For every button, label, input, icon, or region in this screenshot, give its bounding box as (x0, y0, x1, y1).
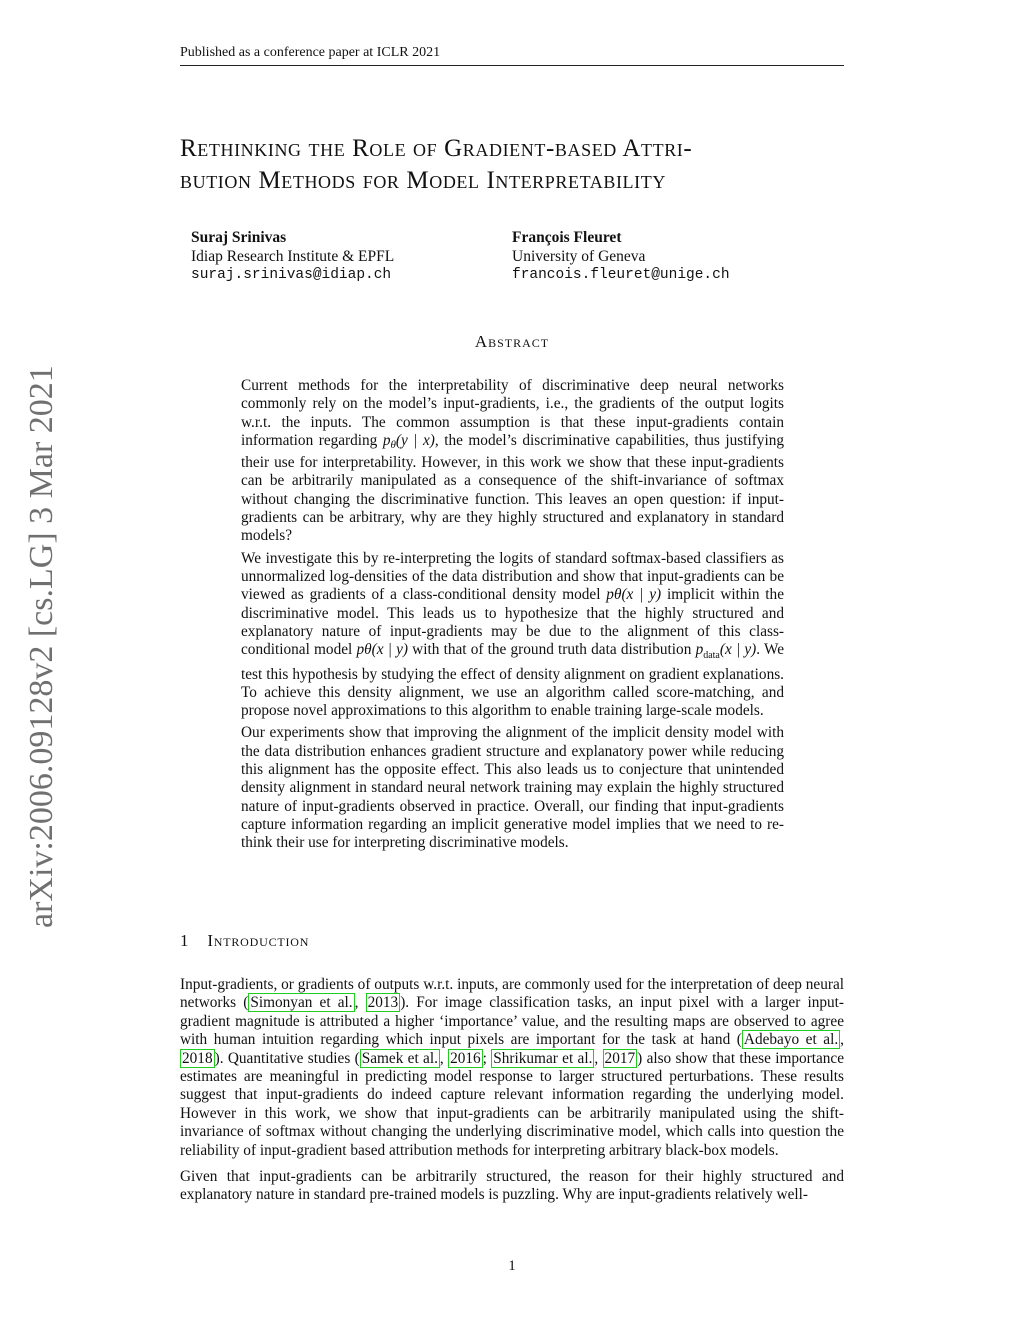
citation-link[interactable]: Samek et al. (361, 1049, 438, 1067)
title-line-1: Rethinking the Role of Gradient-based Attri- (180, 135, 693, 162)
paper-title (180, 133, 860, 197)
author-email[interactable]: francois.fleuret@unige.ch (512, 267, 730, 283)
abstract-paragraph-2: We investigate this by re-interpreting the logits of standard softmax-based classifiers as unnormalized log-densities of the data distribution and show that input-gradients can be viewed as gradients of a class-conditional density model pθ(x | y) implicit within the discriminative model. This leads us to hypothesize that the highly structured and explanatory nature of input-gradients may be due to the alignment of this class-conditional model pθ(x | y) with that of the ground truth data distribution $p_{data}(x$ | y). We test this hypothesis by studying the effect of density alignment on gradient explanations. To achieve this density alignment, we use an algorithm called score-matching, and propose novel approximations to this algorithm to enable training large-scale models. (241, 549, 784, 720)
abstract (241, 377, 784, 856)
arxiv-stamp: arXiv:2006.09128v2 [cs.LG] 3 Mar 2021 (23, 365, 60, 928)
introduction-body (180, 976, 844, 1213)
author-affiliation: University of Geneva (512, 248, 646, 265)
citation-link[interactable]: Adebayo et al. (743, 1031, 839, 1049)
author-block-1 (191, 228, 394, 285)
title-line-2: bution Methods for Model Interpretability (180, 167, 666, 194)
author-name: Suraj Srinivas (191, 229, 287, 246)
section-title: Introduction (207, 931, 310, 950)
section-heading-introduction (180, 931, 309, 951)
abstract-paragraph-3: Our experiments show that improving the alignment of the implicit density model with the data distribution enhances gradient structure and explanatory power while reducing this alignment has the opposite effect. This also leads us to conjecture that unintended density alignment in standard neural network training may explain the highly structured nature of input-gradients observed in practice. Overall, our finding that input-gradients capture information regarding an implicit generative model implies that we need to re-think their use for interpreting discriminative models. (241, 724, 784, 852)
citation-link[interactable]: Shrikumar et al. (493, 1049, 593, 1067)
author-name: François Fleuret (512, 229, 622, 246)
author-block-2 (512, 228, 730, 285)
author-affiliation: Idiap Research Institute & EPFL (191, 248, 395, 265)
abstract-paragraph-1: Current methods for the interpretability of discriminative deep neural networks commonly rely on the model’s input-gradients, i.e., the gradients of the output logits w.r.t. the inputs. The common assumption is that these input-gradients contain information regarding pθ(y | x), the model’s discriminative capabilities, thus justifying their use for interpretability. However, in this work we show that these input-gradients can be arbitrarily manipulated as a consequence of the shift-invariance of softmax without changing the discriminative function. This leaves an open question: if input-gradients can be arbitrary, why are they highly structured and explanatory in standard models? (241, 377, 784, 545)
intro-paragraph-1: Input-gradients, or gradients of outputs w.r.t. inputs, are commonly used for the interpretation of deep neural networks ( Simonyan et al. , 2013 ). For image classification tasks, an input pixel with a larger input-gradient magnitude is attributed a higher ‘importance’ value, and the resulting maps are observed to agree with human intuition regarding which input pixels are important for the task at hand ( Adebayo et al. , 2018 ). Quantitative studies ( Samek et al. , 2016 ; Shrikumar et al. , 2017 ) also show that these importance estimates are meaningful in predicting model response to larger structured perturbations. These results suggest that input-gradients do indeed capture relevant information regarding the underlying model. However in this work, we show that input-gradients can be arbitrarily manipulated using the shift-invariance of softmax without changing the underlying discriminative model, which calls into question the reliability of input-gradient based attribution methods for interpreting arbitrary black-box models. (180, 976, 844, 1159)
section-number: 1 (180, 931, 190, 950)
citation-year-link[interactable]: 2013 (367, 994, 399, 1012)
citation-year-link[interactable]: 2017 (604, 1049, 636, 1067)
intro-paragraph-2: Given that input-gradients can be arbitrarily structured, the reason for their highly structured and explanatory nature in standard pre-trained models is puzzling. Why are input-gradients relatively well- (180, 1168, 844, 1204)
citation-link[interactable]: Simonyan et al. (250, 994, 353, 1012)
page-number: 1 (508, 1258, 516, 1274)
abstract-heading: Abstract (474, 332, 550, 351)
author-email[interactable]: suraj.srinivas@idiap.ch (191, 267, 392, 283)
citation-year-link[interactable]: 2016 (450, 1049, 481, 1067)
citation-year-link[interactable]: 2018 (182, 1049, 213, 1067)
running-header: Published as a conference paper at ICLR 2021 (180, 44, 844, 66)
